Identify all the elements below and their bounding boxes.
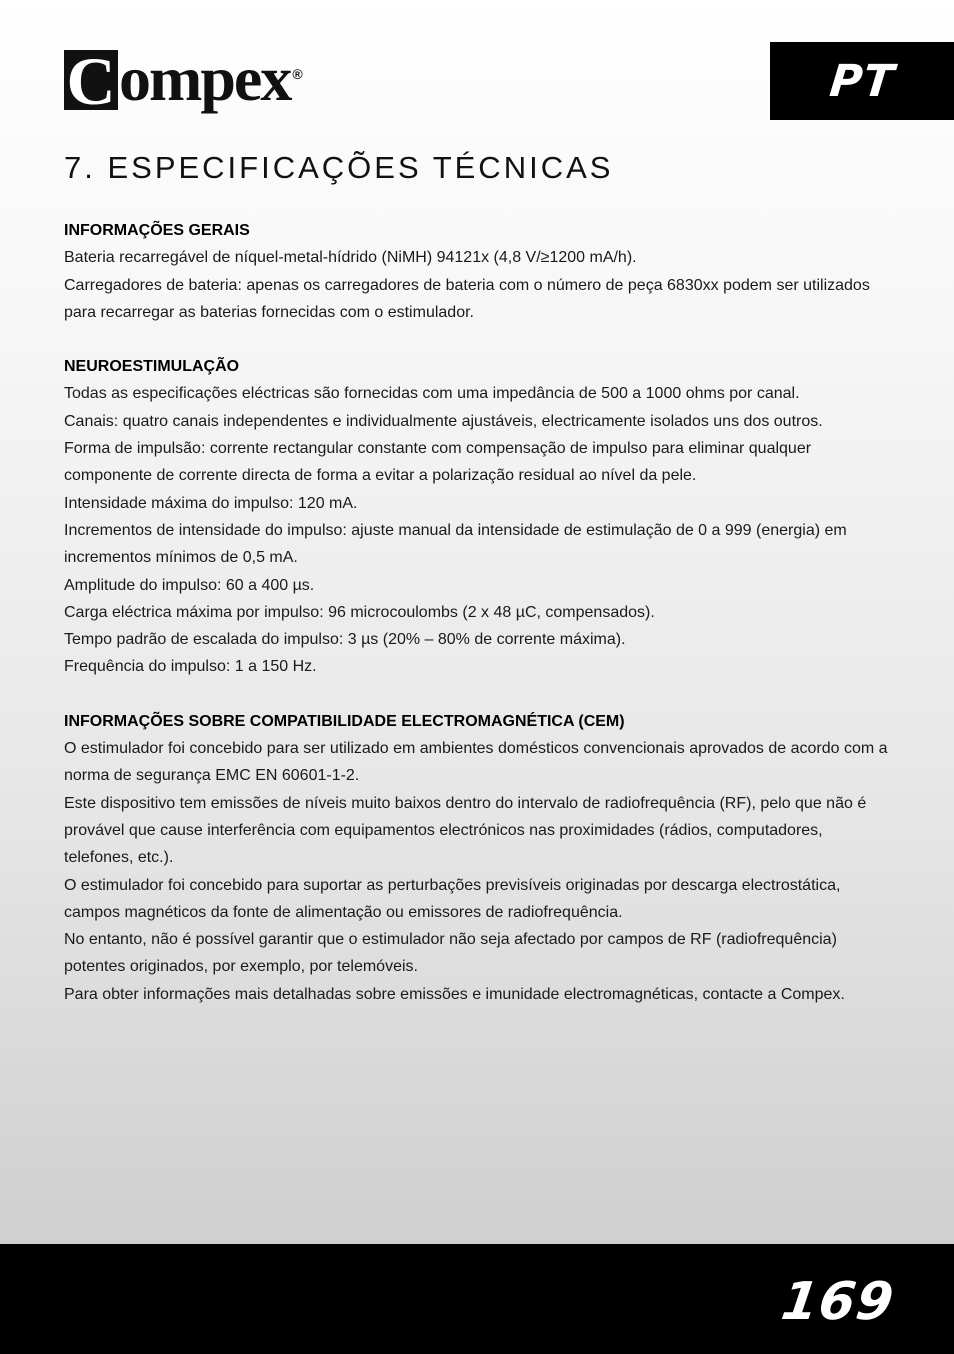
paragraph: Este dispositivo tem emissões de níveis muito baixos dentro do intervalo de radiofrequência (RF), pelo que não é provável que cause interferência com equipamentos electrónicos nas proximidades (rádios, computadores, telefones, etc.). (64, 794, 867, 867)
logo-wordmark: ompex (119, 43, 291, 114)
section-general-info (64, 217, 894, 326)
document-body (64, 217, 894, 1035)
footer-bar (0, 1244, 954, 1354)
paragraph: Todas as especificações eléctricas são fornecidas com uma impedância de 500 a 1000 ohms por canal. (64, 385, 800, 403)
paragraph: Frequência do impulso: 1 a 150 Hz. (64, 658, 317, 676)
paragraph: O estimulador foi concebido para ser utilizado em ambientes domésticos convencionais aprovados de acordo com a norma de segurança EMC EN 60601-1-2. (64, 740, 888, 785)
paragraph: Bateria recarregável de níquel-metal-hídrido (NiMH) 94121x (4,8 V/≥1200 mA/h). (64, 249, 637, 267)
paragraph: Tempo padrão de escalada do impulso: 3 µs (20% – 80% de corrente máxima). (64, 631, 626, 649)
paragraph: Incrementos de intensidade do impulso: ajuste manual da intensidade de estimulação de 0 a 999 (energia) em incrementos mínimos de 0,5 mA. (64, 521, 847, 567)
section-heading: NEUROESTIMULAÇÃO (64, 358, 240, 376)
section-neurostimulation (64, 353, 894, 681)
section-emc (64, 708, 894, 1008)
registered-mark: ® (292, 66, 303, 82)
paragraph: Canais: quatro canais independentes e individualmente ajustáveis, electricamente isolados uns dos outros. (64, 412, 823, 430)
paragraph: Carregadores de bateria: apenas os carregadores de bateria com o número de peça 6830xx podem ser utilizados para recarregar as baterias fornecidas com o estimulador. (64, 276, 870, 321)
paragraph: Para obter informações mais detalhadas sobre emissões e imunidade electromagnéticas, contacte a Compex. (64, 985, 845, 1003)
paragraph: Intensidade máxima do impulso: 120 mA. (64, 494, 358, 512)
paragraph: Amplitude do impulso: 60 a 400 µs. (64, 576, 315, 594)
compex-logo (64, 40, 303, 120)
language-label: PT (827, 55, 897, 107)
section-heading: INFORMAÇÕES SOBRE COMPATIBILIDADE ELECTROMAGNÉTICA (CEM) (64, 712, 625, 730)
paragraph: Forma de impulsão: corrente rectangular constante com compensação de impulso para eliminar qualquer componente de corrente directa de forma a evitar a polarização residual ao nível da pele. (64, 440, 812, 485)
page-title: 7. ESPECIFICAÇÕES TÉCNICAS (64, 150, 614, 185)
paragraph: No entanto, não é possível garantir que o estimulador não seja afectado por campos de RF (radiofrequência) potentes originados, por exemplo, por telemóveis. (64, 931, 837, 976)
language-tab (770, 42, 954, 120)
page-number: 169 (778, 1272, 899, 1332)
paragraph: Carga eléctrica máxima por impulso: 96 microcoulombs (2 x 48 µC, compensados). (64, 603, 655, 621)
paragraph: O estimulador foi concebido para suportar as perturbações previsíveis originadas por descarga electrostática, campos magnéticos da fonte de alimentação ou emissores de radiofrequência. (64, 876, 841, 921)
logo-initial: C (64, 50, 118, 110)
section-heading: INFORMAÇÕES GERAIS (64, 222, 250, 239)
